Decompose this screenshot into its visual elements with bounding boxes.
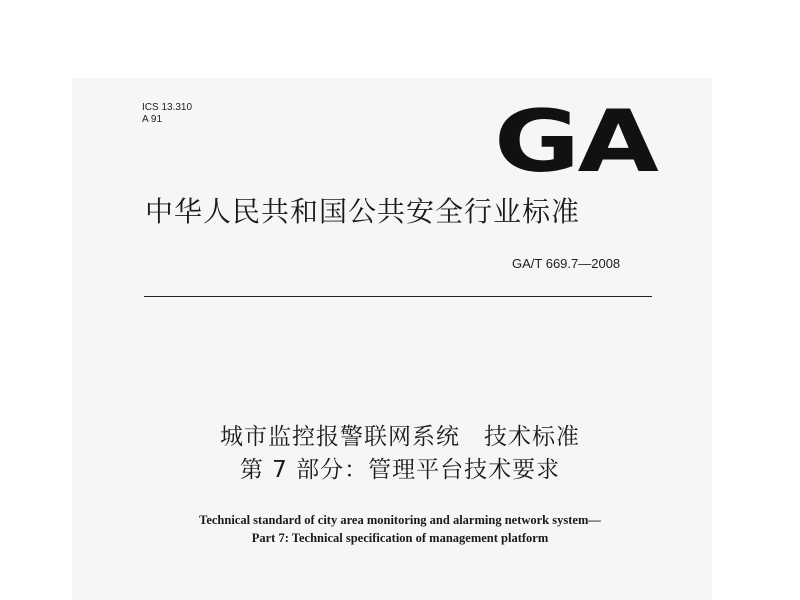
ga-logo: GA xyxy=(494,92,657,192)
english-title-line-2: Part 7: Technical specification of management platform xyxy=(251,531,549,545)
standard-number: GA/T 669.7—2008 xyxy=(512,256,621,271)
category-code: A 91 xyxy=(142,114,163,125)
organization-title: 中华人民共和国公共安全行业标准 xyxy=(145,195,581,228)
header-divider xyxy=(144,296,652,297)
ics-code: ICS 13.310 xyxy=(142,102,193,113)
classification-codes xyxy=(142,102,192,126)
english-title-line-1: Technical standard of city area monitoring and alarming network system— xyxy=(199,513,601,527)
chinese-title-line-1: 城市监控报警联网系统 技术标准 xyxy=(220,424,580,450)
chinese-title-line-2: 第 7 部分：管理平台技术要求 xyxy=(239,457,561,483)
